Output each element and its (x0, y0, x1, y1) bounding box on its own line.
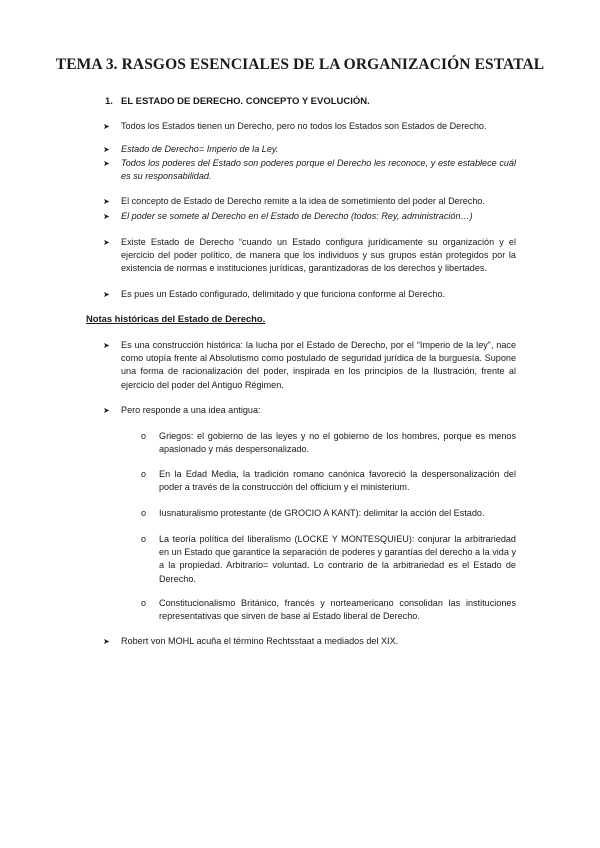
sub-list-item (141, 597, 516, 623)
section-heading-text: EL ESTADO DE DERECHO. CONCEPTO Y EVOLUCIÓN. (121, 96, 370, 107)
bullet-item (103, 157, 516, 183)
document-title: TEMA 3. RASGOS ESENCIALES DE LA ORGANIZACIÓN ESTATAL (55, 56, 545, 73)
bullet-text: Es pues un Estado configurado, delimitado y que funciona conforme al Derecho. (121, 289, 446, 299)
section-number: 1. (105, 96, 113, 107)
arrow-bullet-icon: ➤ (103, 406, 110, 415)
bullet-text: El poder se somete al Derecho en el Estado de Derecho (todos: Rey, administración…) (121, 211, 473, 221)
circle-bullet-icon: o (141, 598, 147, 608)
arrow-bullet-icon: ➤ (103, 145, 110, 154)
sub-item-text: Iusnaturalismo protestante (de GROCIO A KANT): delimitar la acción del Estado. (159, 508, 485, 518)
bullet-text: Estado de Derecho= Imperio de la Ley. (121, 144, 279, 154)
circle-bullet-icon: o (141, 469, 147, 479)
arrow-bullet-icon: ➤ (103, 341, 110, 350)
bullet-item (103, 288, 516, 301)
circle-bullet-icon: o (141, 508, 147, 518)
arrow-bullet-icon: ➤ (103, 122, 110, 131)
bullet-text: Todos los poderes del Estado son poderes porque el Derecho les reconoce, y este establece cuál es su responsabilidad. (121, 158, 516, 182)
arrow-bullet-icon: ➤ (103, 290, 110, 299)
sub-item-text: La teoría política del liberalismo (LOCKE Y MONTESQUIEU): conjurar la arbitrariedad en un Estado que garantice la separación de poderes y garantías del derecho a la vida y a la propiedad. Arbitrario= voluntad. Lo contrario de la arbitrariedad es el Estado de Derecho. (159, 534, 516, 584)
arrow-bullet-icon: ➤ (103, 212, 110, 221)
bullet-item (103, 210, 516, 223)
bullet-item (103, 143, 516, 156)
bullet-item (103, 236, 516, 276)
notes-heading: Notas históricas del Estado de Derecho. (86, 313, 266, 324)
note-text: Pero responde a una idea antigua: (121, 405, 261, 415)
sub-item-text: Griegos: el gobierno de las leyes y no el gobierno de los hombres, porque es menos apasionado y más despersonalizado. (159, 431, 516, 455)
bullet-text: Todos los Estados tienen un Derecho, pero no todos los Estados son Estados de Derecho. (121, 121, 487, 131)
sub-list-item (141, 468, 516, 494)
arrow-bullet-icon: ➤ (103, 197, 110, 206)
sub-list-item (141, 533, 516, 586)
arrow-bullet-icon: ➤ (103, 238, 110, 247)
note-text: Robert von MOHL acuña el término Rechtsstaat a mediados del XIX. (121, 636, 399, 646)
bullet-text: El concepto de Estado de Derecho remite a la idea de sometimiento del poder al Derecho. (121, 196, 485, 206)
arrow-bullet-icon: ➤ (103, 637, 110, 646)
note-text: Es una construcción histórica: la lucha por el Estado de Derecho, por el “Imperio de la ley”, nace como utopía frente al Absolutismo como postulado de seguridad jurídica de la burguesía. Supone una forma de racionalización del poder, inspirada en los principios de la Ilustración, frente al ejercicio del poder del Antiguo Régimen. (121, 340, 516, 390)
sub-list-item (141, 507, 516, 520)
sub-item-text: Constitucionalismo Británico, francés y norteamericano consolidan las instituciones representativas que sirven de base al Estado liberal de Derecho. (159, 598, 516, 622)
note-item (103, 635, 516, 648)
section-heading (105, 96, 370, 107)
circle-bullet-icon: o (141, 534, 147, 544)
circle-bullet-icon: o (141, 431, 147, 441)
bullet-item (103, 120, 516, 133)
sub-list-item (141, 430, 516, 456)
note-item (103, 339, 516, 392)
bullet-text: Existe Estado de Derecho “cuando un Estado configura jurídicamente su organización y el ejercicio del poder político, de manera que los individuos y sus grupos están protegidos por la existencia de normas e instituciones jurídicas, garantizadoras de los derechos y libertades. (121, 237, 516, 274)
arrow-bullet-icon: ➤ (103, 159, 110, 168)
bullet-item (103, 195, 516, 208)
sub-item-text: En la Edad Media, la tradición romano canónica favoreció la despersonalización del poder a través de la construcción del officium y el ministerium. (159, 469, 516, 493)
note-item (103, 404, 516, 417)
